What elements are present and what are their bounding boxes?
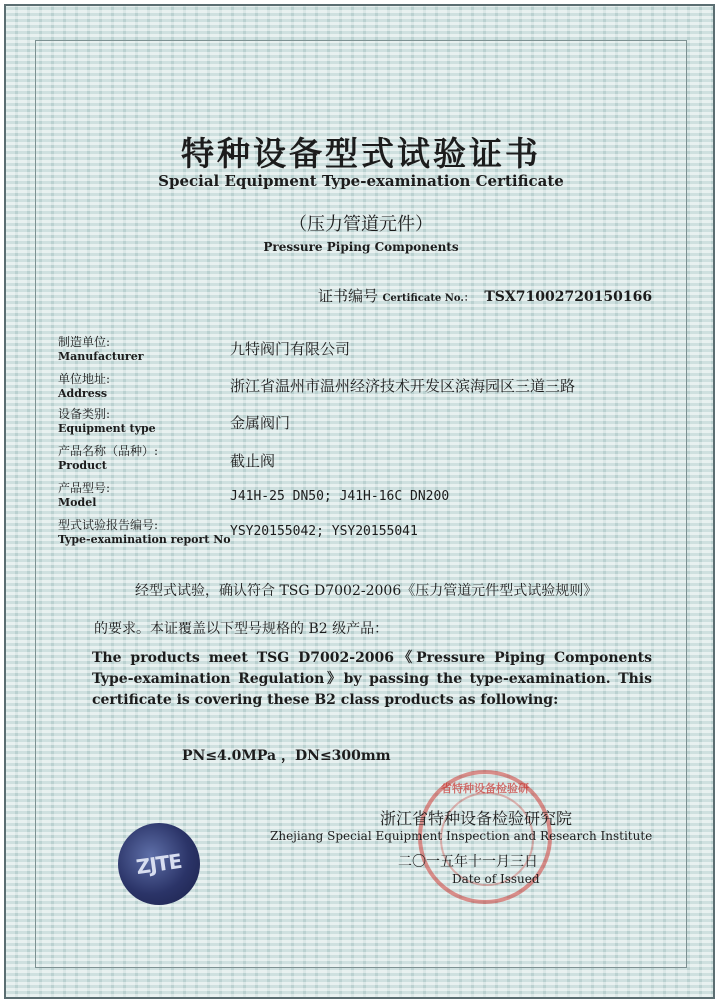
manufacturer-label-cn: 制造单位: [58,335,111,349]
body-english: The products meet TSG D7002-2006《Pressure Piping Components Type-examination Regulation》by passing the type-examination. This certificate is covering these B2 class products as following: [92,650,652,708]
model-value: J41H-25 DN50; J41H-16C DN200 [230,489,450,504]
product-label-en: Product [58,459,107,472]
manufacturer-label-en: Manufacturer [58,350,144,363]
equipment-type-value: 金属阀门 [230,414,291,432]
product-spec: PN≤4.0MPa ，DN≤300mm [182,748,391,764]
report-no-value: YSY20155042; YSY20155041 [230,524,418,539]
issue-date-label: Date of Issued [452,872,540,886]
subtitle-english: Pressure Piping Components [263,240,459,254]
seal-text: 省特种设备检验研 [441,782,529,795]
product-value: 截止阀 [230,452,276,470]
address-label-en: Address [58,387,108,400]
body-chinese-line-2: 的要求。本证覆盖以下型号规格的 B2 级产品： [94,621,389,637]
hologram-badge [118,823,200,905]
issuer-chinese: 浙江省特种设备检验研究院 [380,809,573,828]
product-label-cn: 产品名称（品种）: [58,444,159,458]
report-no-label-en: Type-examination report No [58,533,231,546]
certificate-number-value: TSX71002720150166 [484,289,653,305]
manufacturer-value: 九特阀门有限公司 [230,340,351,358]
body-chinese-line-1: 经型式试验，确认符合 TSG D7002-2006《压力管道元件型式试验规则》 [135,583,598,599]
equipment-type-label-cn: 设备类别: [58,407,111,421]
certificate-number [318,285,652,306]
address-value: 浙江省温州市温州经济技术开发区滨海园区三道三路 [230,377,576,395]
address-label-cn: 单位地址: [58,372,111,386]
report-no-label-cn: 型式试验报告编号: [58,518,159,532]
certificate-number-label-cn: 证书编号 [318,287,379,305]
title-english: Special Equipment Type-examination Certificate [158,172,564,190]
model-label-cn: 产品型号: [58,481,111,495]
certificate-number-label-en: Certificate No.： [382,293,474,304]
issuer-english: Zhejiang Special Equipment Inspection and Research Institute [270,829,653,843]
issue-date-chinese: 二〇一五年十一月三日 [398,854,538,870]
equipment-type-label-en: Equipment type [58,422,156,435]
title-chinese: 特种设备型式试验证书 [181,134,541,173]
model-label-en: Model [58,496,97,509]
hologram-text: ZJTE [134,848,184,880]
subtitle-chinese: （压力管道元件） [289,214,433,235]
